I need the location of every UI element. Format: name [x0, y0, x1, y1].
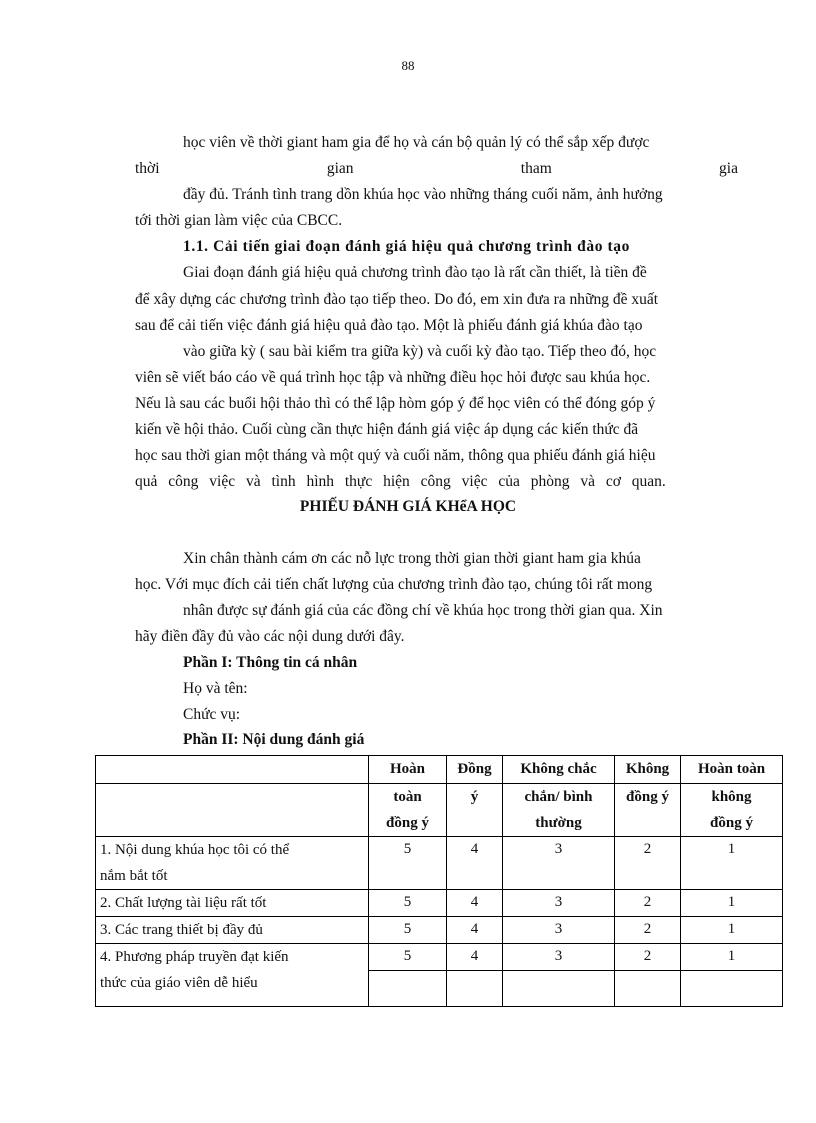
- para1-word: tham: [520, 160, 552, 177]
- page-number: 88: [401, 58, 415, 73]
- row-label-text: nắm bắt tốt: [100, 868, 168, 884]
- score-cell: 1: [681, 837, 783, 890]
- score-cell: 2: [615, 917, 681, 944]
- para2-line: Giai đoạn đánh giá hiệu quả chương trình đào tạo là rất cần thiết, là tiền đề: [183, 264, 647, 281]
- header-text: toàn: [393, 789, 422, 805]
- section-heading: 1.1. Cải tiến giai đoạn đánh giá hiệu quả chương trình đào tạo: [183, 238, 630, 255]
- para1-word: gian: [326, 160, 354, 177]
- empty-cell: [447, 970, 503, 1006]
- header-text: đồng ý: [626, 789, 669, 805]
- header-fully-agree-cont: [369, 784, 447, 837]
- header-agree-cont: [447, 784, 503, 837]
- row-label-continuation: thức của giáo viên dễ hiểu: [96, 970, 369, 1006]
- table-row: [96, 970, 783, 1006]
- para1-line4: tới thời gian làm việc của CBCC.: [135, 212, 343, 229]
- score-cell: 2: [615, 944, 681, 971]
- table-row: [96, 890, 783, 917]
- score-cell: 3: [503, 944, 615, 971]
- header-fully-agree: [369, 756, 447, 784]
- para1-line1: học viên về thời giant ham gia để họ và cán bộ quản lý có thể sắp xếp được: [183, 134, 650, 151]
- empty-cell: [503, 970, 615, 1006]
- header-disagree-cont: [615, 784, 681, 837]
- header-text: Không: [625, 761, 670, 777]
- header-fully-disagree: [681, 756, 783, 784]
- header-text: đồng ý: [386, 815, 429, 831]
- header-text: Đồng: [457, 761, 492, 777]
- header-blank-cell: [96, 756, 369, 784]
- para2-line: Nếu là sau các buổi hội thảo thì có thể lập hòm góp ý để học viên có thể đóng góp ý: [135, 395, 656, 412]
- score-cell: 5: [369, 944, 447, 971]
- row-label: 3. Các trang thiết bị đầy đủ: [96, 917, 369, 944]
- header-text: Không chắc: [520, 761, 597, 777]
- intro-line: Xin chân thành cám ơn các nỗ lực trong thời gian thời giant ham gia khúa: [183, 550, 641, 567]
- score-cell: 4: [447, 890, 503, 917]
- header-blank-cell: [96, 784, 369, 837]
- para1-line2: [135, 159, 738, 179]
- header-text: Hoàn toàn: [697, 761, 766, 777]
- empty-cell: [615, 970, 681, 1006]
- empty-cell: [681, 970, 783, 1006]
- header-text: không: [711, 789, 752, 805]
- score-cell: 1: [681, 917, 783, 944]
- score-cell: 2: [615, 837, 681, 890]
- score-cell: 3: [503, 890, 615, 917]
- header-text: ý: [470, 789, 479, 805]
- score-cell: 2: [615, 890, 681, 917]
- form-title: PHIẾU ĐÁNH GIÁ KHểA HỌC: [299, 498, 517, 515]
- header-fully-disagree-cont: [681, 784, 783, 837]
- score-cell: 4: [447, 917, 503, 944]
- para2-line: để xây dựng các chương trình đào tạo tiếp theo. Do đó, em xin đưa ra những đề xuất: [135, 291, 659, 308]
- table-row: [96, 917, 783, 944]
- header-text: chắn/ bình: [524, 789, 593, 805]
- header-text: Hoàn: [389, 761, 425, 777]
- intro-line: học. Với mục đích cải tiến chất lượng của chương trình đào tạo, chúng tôi rất mong: [135, 576, 653, 593]
- name-field-label: Họ và tên:: [183, 680, 248, 697]
- para2-line: viên sẽ viết báo cáo về quá trình học tập và những điều học hỏi được sau khúa học.: [135, 369, 651, 386]
- part1-title: Phần I: Thông tin cá nhân: [183, 654, 358, 671]
- evaluation-table: [95, 755, 783, 1007]
- header-unsure-cont: [503, 784, 615, 837]
- part2-title: Phần II: Nội dung đánh giá: [183, 731, 365, 748]
- para2-line: vào giữa kỳ ( sau bài kiểm tra giữa kỳ) và cuối kỳ đào tạo. Tiếp theo đó, học: [183, 343, 657, 360]
- para2-line: học sau thời gian một tháng và một quý và cuối năm, thông qua phiếu đánh giá hiệu: [135, 447, 656, 464]
- table-row: [96, 944, 783, 971]
- row-label: [96, 837, 369, 890]
- row-label-text: 1. Nội dung khúa học tôi có thể: [100, 842, 290, 858]
- score-cell: 5: [369, 917, 447, 944]
- score-cell: 4: [447, 944, 503, 971]
- para1-word: gia: [719, 160, 738, 177]
- para2-line: sau để cải tiến việc đánh giá hiệu quả đào tạo. Một là phiếu đánh giá khúa đào tạo: [135, 317, 643, 334]
- score-cell: 1: [681, 890, 783, 917]
- score-cell: 4: [447, 837, 503, 890]
- intro-line: nhân được sự đánh giá của các đồng chí về khúa học trong thời gian qua. Xin: [183, 602, 663, 619]
- header-text: đồng ý: [710, 815, 753, 831]
- para1-line3: đầy đủ. Tránh tình trang dồn khúa học vào những tháng cuối năm, ảnh hưởng: [183, 186, 663, 203]
- intro-line: hãy điền đầy đủ vào các nội dung dưới đây.: [135, 628, 405, 645]
- row-label: 2. Chất lượng tài liệu rất tốt: [96, 890, 369, 917]
- header-disagree: [615, 756, 681, 784]
- score-cell: 5: [369, 837, 447, 890]
- score-cell: 3: [503, 917, 615, 944]
- para2-line: kiến về hội thảo. Cuối cùng cần thực hiện đánh giá việc áp dụng các kiến thức đã: [135, 421, 639, 438]
- position-field-label: Chức vụ:: [183, 706, 241, 723]
- row-label: 4. Phương pháp truyền đạt kiến: [96, 944, 369, 971]
- table-row: [96, 837, 783, 890]
- header-agree: [447, 756, 503, 784]
- empty-cell: [369, 970, 447, 1006]
- para1-word: thời: [135, 160, 160, 177]
- score-cell: 5: [369, 890, 447, 917]
- score-cell: 3: [503, 837, 615, 890]
- score-cell: 1: [681, 944, 783, 971]
- header-unsure: [503, 756, 615, 784]
- para2-line: quả công việc và tình hình thực hiện công việc của phòng và cơ quan.: [135, 473, 666, 490]
- header-text: thường: [535, 815, 582, 831]
